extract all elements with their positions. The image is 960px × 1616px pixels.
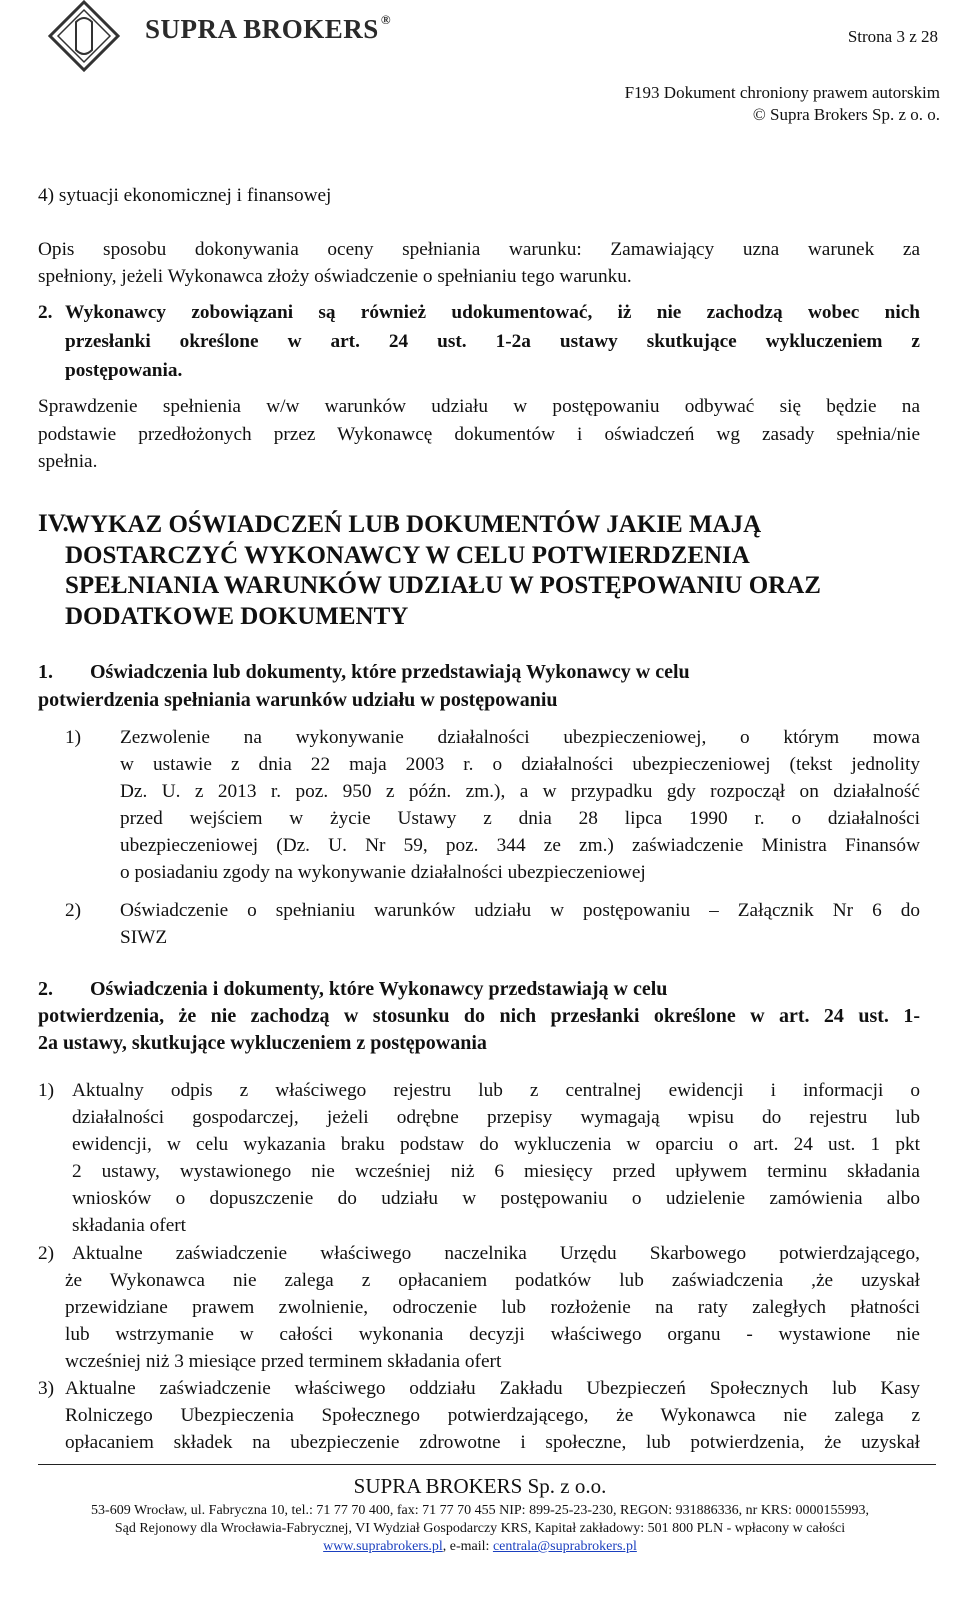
paragraph-line: przesłanki określone w art. 24 ust. 1-2a ustawy skutkujące wykluczeniem z [65, 331, 920, 352]
list-item-4: 4) sytuacji ekonomicznej i finansowej [38, 185, 332, 206]
list-text-line: Zezwolenie na wykonywanie działalności ubezpieczeniowej, o którym mowa [120, 727, 920, 748]
footer-contact [0, 1538, 960, 1556]
list-number: 3) [38, 1378, 55, 1399]
section-heading-line: SPEŁNIANIA WARUNKÓW UDZIAŁU W POSTĘPOWANIU ORAZ [65, 572, 821, 599]
website-link[interactable]: www.suprabrokers.pl [323, 1539, 443, 1554]
footer-address: 53-609 Wrocław, ul. Fabryczna 10, tel.: 71 77 70 400, fax: 71 77 70 455 NIP: 899-25-23-230, REGON: 931886336, nr KRS: 0000155993, [91, 1503, 869, 1518]
list-text-line: ewidencji, w celu wykazania braku podstaw do wykluczenia w oparciu o art. 24 ust. 1 pkt [72, 1134, 920, 1155]
copyright-owner: © Supra Brokers Sp. z o. o. [752, 105, 940, 124]
list-number: 2) [65, 900, 82, 921]
list-text-line: składania ofert [72, 1215, 187, 1236]
brand-name: SUPRA BROKERS ® [145, 12, 392, 44]
verification-text-line: Sprawdzenie spełnienia w/w warunków udziału w postępowaniu odbywać się będzie na [38, 396, 920, 417]
list-text-line: 2 ustawy, wystawionego nie wcześniej niż 6 miesięcy przed upływem terminu składania [72, 1161, 920, 1182]
document-code: F193 Dokument chroniony prawem autorskim [624, 83, 940, 102]
footer-registration: Sąd Rejonowy dla Wrocławia-Fabrycznej, VI Wydział Gospodarczy KRS, Kapitał zakładowy: 501 800 PLN - wpłacony w całości [114, 1521, 846, 1536]
footer-divider [38, 1464, 936, 1465]
list-number: 1) [38, 1080, 55, 1101]
section-heading-number: IV. [38, 510, 69, 537]
list-text-line: opłacaniem składek na ubezpieczenie zdrowotne i społeczne, lub potwierdzenia, że uzyskał [65, 1432, 920, 1453]
list-text-line: w ustawie z dnia 22 maja 2003 r. o działalności ubezpieczeniowej (tekst jednolity [120, 754, 920, 775]
subsection-number: 1. [38, 661, 53, 683]
list-text-line: Aktualne zaświadczenie właściwego naczelnika Urzędu Skarbowego potwierdzającego, [72, 1243, 920, 1264]
list-text-line: Aktualne zaświadczenie właściwego oddziału Zakładu Ubezpieczeń Społecznych lub Kasy [65, 1378, 920, 1399]
list-text-line: Oświadczenie o spełnianiu warunków udziału w postępowaniu – Załącznik Nr 6 do [120, 900, 920, 921]
subsection-title-line: potwierdzenia spełniania warunków udziału w postępowaniu [38, 689, 558, 711]
list-text-line: że Wykonawca nie zalega z opłacaniem podatków lub zaświadczenia ,że uzyskał [65, 1270, 920, 1291]
section-heading-line: DODATKOWE DOKUMENTY [65, 602, 409, 630]
email-label: , e-mail: [442, 1539, 493, 1554]
list-text-line: Dz. U. z 2013 r. poz. 950 z późn. zm.), a w przypadku gdy rozpoczął on działalność [120, 781, 920, 802]
list-text-line: Rolniczego Ubezpieczenia Społecznego potwierdzającego, że Wykonawca nie zalega z [65, 1405, 920, 1426]
subsection-title-line: potwierdzenia, że nie zachodzą w stosunku do nich przesłanki określone w art. 24 ust. 1- [38, 1005, 920, 1027]
section-heading-line: DOSTARCZYĆ WYKONAWCY W CELU POTWIERDZENIA [65, 541, 750, 569]
list-text-line: przewidziane prawem zwolnienie, odroczenie lub rozłożenie na raty zaległych płatności [65, 1297, 920, 1318]
list-text-line: o posiadaniu zgody na wykonywanie działalności ubezpieczeniowej [120, 862, 646, 883]
list-text-line: wcześniej niż 3 miesiące przed terminem składania ofert [65, 1351, 502, 1372]
list-text-line: Aktualny odpis z właściwego rejestru lub z centralnej ewidencji i informacji o [72, 1080, 920, 1101]
assessment-text-line: Opis sposobu dokonywania oceny spełniania warunku: Zamawiający uzna warunek za [38, 239, 920, 260]
subsection-title-line: 2a ustawy, skutkujące wykluczeniem z postępowania [38, 1032, 487, 1054]
supra-brokers-logo [48, 0, 120, 72]
section-heading-line: WYKAZ OŚWIADCZEŃ LUB DOKUMENTÓW JAKIE MAJĄ [65, 511, 762, 538]
subsection-number: 2. [38, 978, 53, 1000]
list-text-line: działalności gospodarczej, jeżeli odrębne przepisy wymagają wpisu do rejestru lub [72, 1107, 920, 1128]
list-text-line: SIWZ [120, 927, 168, 948]
verification-text-line: spełnia. [38, 451, 98, 472]
list-number: 2) [38, 1243, 55, 1264]
list-text-line: lub wstrzymanie w całości wykonania decyzji właściwego organu - wystawione nie [65, 1324, 920, 1345]
paragraph-line: postępowania. [65, 360, 183, 381]
email-link[interactable]: centrala@suprabrokers.pl [492, 1539, 637, 1554]
list-text-line: przed wejściem w życie Ustawy z dnia 28 lipca 1990 r. o działalności [120, 808, 920, 829]
page-number: Strona 3 z 28 [847, 27, 938, 46]
list-text-line: ubezpieczeniowej (Dz. U. Nr 59, poz. 344 ze zm.) zaświadczenie Ministra Finansów [120, 835, 920, 856]
paragraph-line: Wykonawcy zobowiązani są również udokumentować, iż nie zachodzą wobec nich [65, 302, 920, 323]
verification-text-line: podstawie przedłożonych przez Wykonawcę dokumentów i oświadczeń wg zasady spełnia/nie [38, 424, 920, 445]
copyright-notice [625, 82, 940, 126]
subsection-title-line: Oświadczenia i dokumenty, które Wykonawcy przedstawiają w celu [90, 978, 668, 1000]
section-heading [65, 510, 821, 632]
assessment-text-line: spełniony, jeżeli Wykonawca złoży oświadczenie o spełnianiu tego warunku. [38, 266, 632, 287]
list-text-line: wniosków o dopuszczenie do udziału w postępowaniu o udzielenie zamówienia albo [72, 1188, 920, 1209]
subsection-title-line: Oświadczenia lub dokumenty, które przedstawiają Wykonawcy w celu [90, 661, 690, 683]
list-number: 1) [65, 727, 82, 748]
footer-company-name: SUPRA BROKERS Sp. z o.o. [353, 1474, 607, 1498]
section-number: 2. [38, 302, 53, 323]
